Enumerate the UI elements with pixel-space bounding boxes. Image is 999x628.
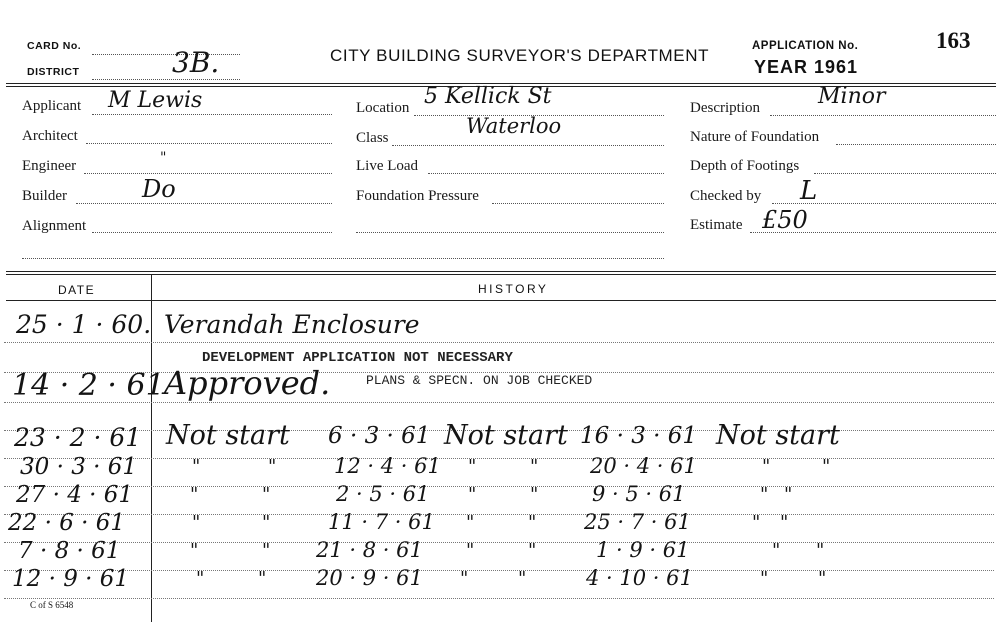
builder-value: Do xyxy=(142,175,176,203)
history-entry: 21 · 8 · 61 xyxy=(316,538,423,562)
history-header: HISTORY xyxy=(478,282,549,296)
engineer-line xyxy=(84,173,332,174)
estimate-value: £50 xyxy=(762,206,808,234)
nature-of-foundation-label: Nature of Foundation xyxy=(690,129,820,145)
history-date: 25 · 1 · 60. xyxy=(16,310,152,339)
ditto-mark: " xyxy=(262,512,271,533)
ditto-mark: " xyxy=(196,568,205,589)
history-date: 12 · 9 · 61 xyxy=(12,566,130,592)
ditto-mark: " xyxy=(262,484,271,505)
date-header: DATE xyxy=(58,283,96,297)
ditto-mark: " xyxy=(518,568,527,589)
history-entry: 25 · 7 · 61 xyxy=(584,510,691,534)
description-value: Minor xyxy=(818,84,886,109)
card-no-label: CARD No. xyxy=(27,40,82,52)
application-no-value: 163 xyxy=(936,28,971,53)
ditto-mark: " xyxy=(784,484,793,505)
description-line xyxy=(770,115,996,116)
location-label: Location xyxy=(356,100,410,116)
location-value: 5 Kellick St xyxy=(424,84,552,109)
row-rule xyxy=(4,458,994,459)
foundation-pressure-label: Foundation Pressure xyxy=(356,188,479,204)
district-line xyxy=(92,79,240,80)
history-entry: Not start xyxy=(716,420,840,451)
applicant-label: Applicant xyxy=(22,98,82,114)
depth-of-footings-line xyxy=(814,173,996,174)
history-entry: Verandah Enclosure xyxy=(164,310,420,339)
estimate-label: Estimate xyxy=(690,217,743,233)
table-header-rule xyxy=(6,300,996,301)
ditto-mark: " xyxy=(752,512,761,533)
history-entry: Not start xyxy=(444,420,568,451)
history-entry: 20 · 4 · 61 xyxy=(590,454,697,478)
class-label: Class xyxy=(356,130,389,146)
ditto-mark: " xyxy=(818,568,827,589)
history-date: 7 · 8 · 61 xyxy=(18,538,121,564)
ditto-mark: " xyxy=(192,456,201,477)
fields-extra-line xyxy=(22,258,664,259)
foundation-pressure-line xyxy=(492,203,664,204)
alignment-line xyxy=(92,232,332,233)
ditto-mark: " xyxy=(762,456,771,477)
row-rule xyxy=(4,542,994,543)
ditto-mark: " xyxy=(460,568,469,589)
history-date: 14 · 2 · 61 xyxy=(12,368,165,403)
history-entry: 12 · 4 · 61 xyxy=(334,454,441,478)
history-entry: 11 · 7 · 61 xyxy=(328,510,435,534)
live-load-label: Live Load xyxy=(356,158,419,174)
history-date: 30 · 3 · 61 xyxy=(20,454,138,480)
nature-of-foundation-line xyxy=(836,144,996,145)
stamp-plans-checked: PLANS & SPECN. ON JOB CHECKED xyxy=(366,373,593,388)
ditto-mark: " xyxy=(268,456,277,477)
history-entry: Not start xyxy=(166,420,290,451)
engineer-value: " xyxy=(160,150,167,166)
ditto-mark: " xyxy=(258,568,267,589)
history-entry: 1 · 9 · 61 xyxy=(596,538,690,562)
checked-by-label: Checked by xyxy=(690,188,762,204)
alignment-label: Alignment xyxy=(22,218,87,234)
history-date: 27 · 4 · 61 xyxy=(16,482,134,508)
ditto-mark: " xyxy=(772,540,781,561)
district-value: 3B. xyxy=(172,46,220,79)
applicant-value: M Lewis xyxy=(108,88,203,113)
column2-extra-line xyxy=(356,232,664,233)
ditto-mark: " xyxy=(192,512,201,533)
history-entry: Approved. xyxy=(164,364,331,402)
table-top-rule-2 xyxy=(6,274,996,275)
ditto-mark: " xyxy=(190,484,199,505)
form-code: C of S 6548 xyxy=(30,600,74,610)
ditto-mark: " xyxy=(466,540,475,561)
history-entry: 9 · 5 · 61 xyxy=(592,482,686,506)
class-line xyxy=(392,145,664,146)
ditto-mark: " xyxy=(528,540,537,561)
history-date: 22 · 6 · 61 xyxy=(8,510,126,536)
table-top-rule-1 xyxy=(6,271,996,272)
application-no-label: APPLICATION No. xyxy=(752,40,859,52)
ditto-mark: " xyxy=(528,512,537,533)
ditto-mark: " xyxy=(530,484,539,505)
row-rule xyxy=(4,342,994,343)
ditto-mark: " xyxy=(760,484,769,505)
ditto-mark: " xyxy=(780,512,789,533)
row-rule xyxy=(4,514,994,515)
history-date: 23 · 2 · 61 xyxy=(14,423,142,452)
depth-of-footings-label: Depth of Footings xyxy=(690,158,800,174)
live-load-line xyxy=(428,173,664,174)
history-entry: 4 · 10 · 61 xyxy=(586,566,693,590)
history-entry: 2 · 5 · 61 xyxy=(336,482,430,506)
architect-label: Architect xyxy=(22,128,78,144)
class-value: Waterloo xyxy=(466,114,562,138)
ditto-mark: " xyxy=(530,456,539,477)
row-rule xyxy=(4,570,994,571)
district-label: DISTRICT xyxy=(27,66,80,78)
history-entry: 20 · 9 · 61 xyxy=(316,566,423,590)
architect-line xyxy=(86,143,332,144)
stamp-development: DEVELOPMENT APPLICATION NOT NECESSARY xyxy=(202,350,513,366)
ditto-mark: " xyxy=(262,540,271,561)
ditto-mark: " xyxy=(822,456,831,477)
ditto-mark: " xyxy=(468,456,477,477)
ditto-mark: " xyxy=(468,484,477,505)
description-label: Description xyxy=(690,100,760,116)
checked-by-value: L xyxy=(800,176,818,206)
ditto-mark: " xyxy=(466,512,475,533)
builder-label: Builder xyxy=(22,188,67,204)
history-entry: 6 · 3 · 61 xyxy=(328,423,431,449)
ditto-mark: " xyxy=(760,568,769,589)
ditto-mark: " xyxy=(816,540,825,561)
applicant-line xyxy=(92,114,332,115)
department-title: CITY BUILDING SURVEYOR'S DEPARTMENT xyxy=(330,46,710,65)
year-label: YEAR 1961 xyxy=(754,57,859,77)
engineer-label: Engineer xyxy=(22,158,77,174)
ditto-mark: " xyxy=(190,540,199,561)
row-rule xyxy=(4,486,994,487)
builder-line xyxy=(76,203,332,204)
row-rule xyxy=(4,598,994,599)
history-entry: 16 · 3 · 61 xyxy=(580,423,698,449)
